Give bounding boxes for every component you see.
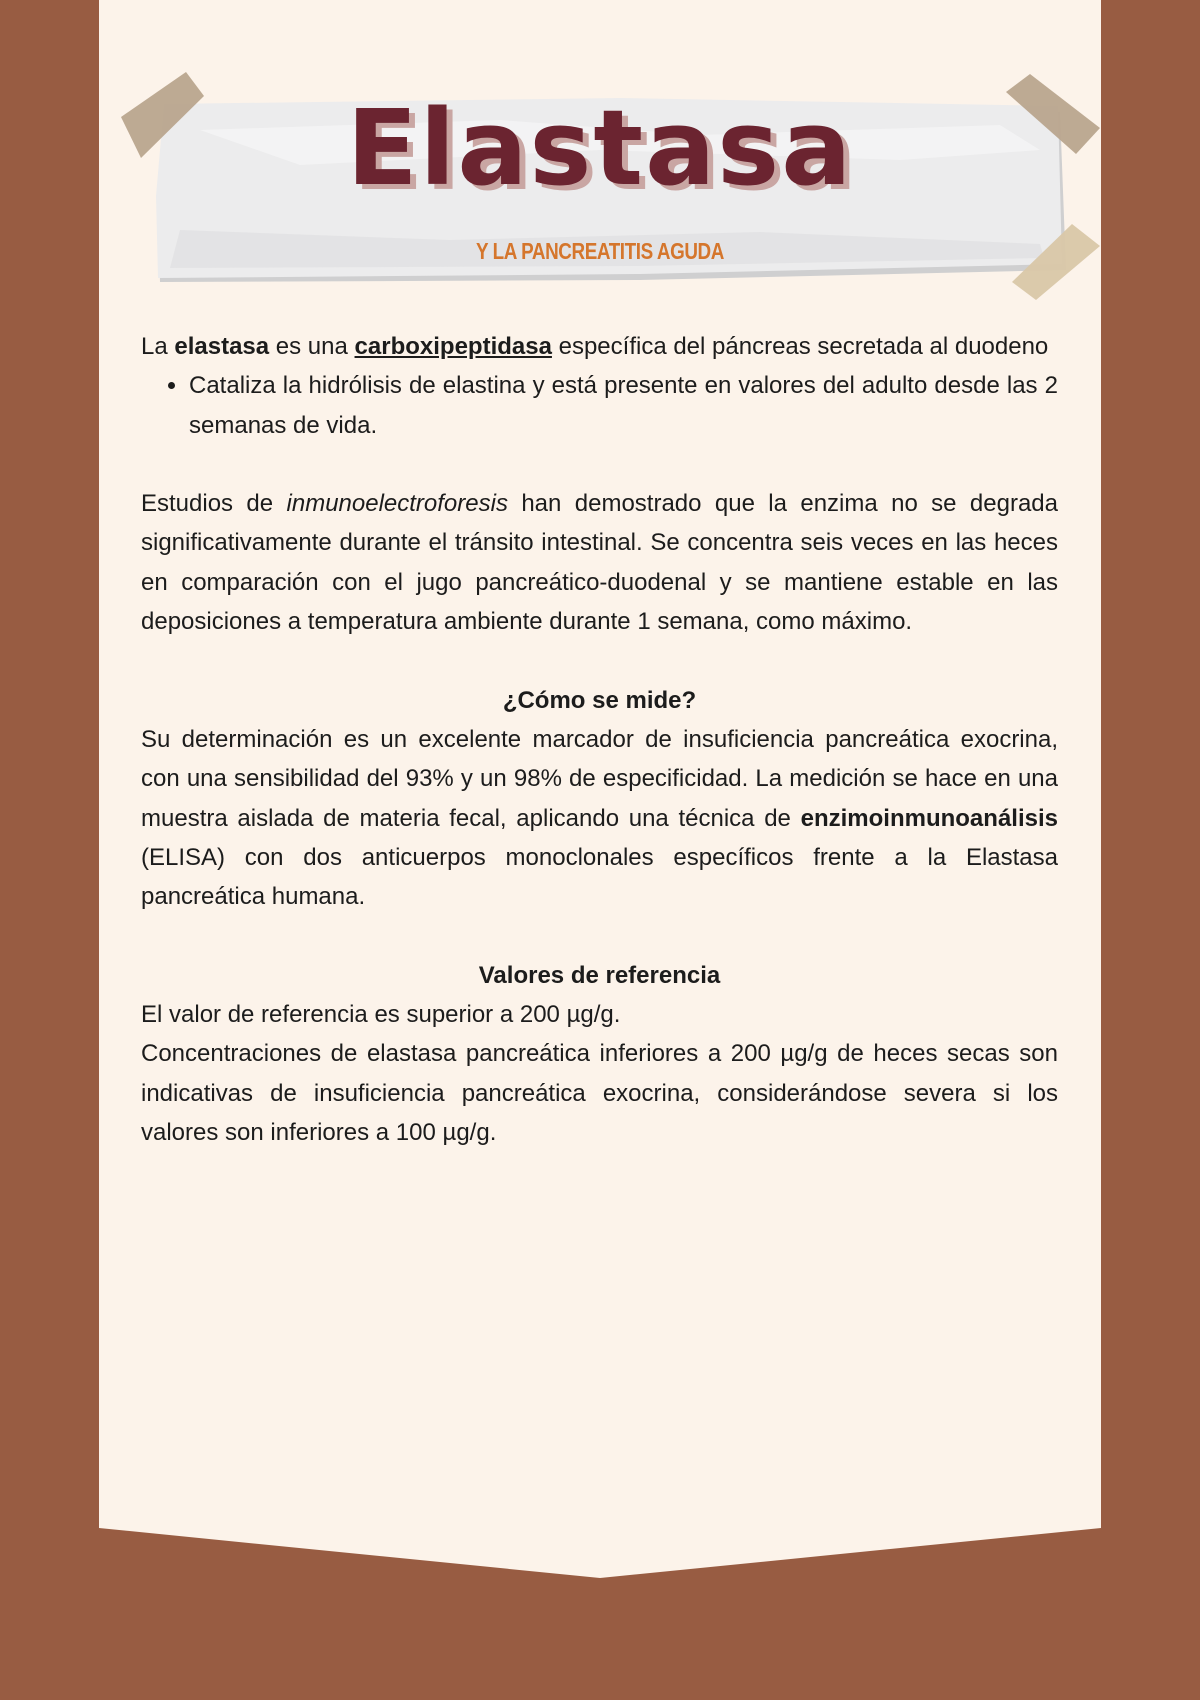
measure-paragraph: Su determinación es un excelente marcador de insuficiencia pancreática exocrina, con una sensibilidad del 93% y un 98% de especificidad. La medición se hace en una muestra aislada de materia fecal, aplicando una técnica de enzimoinmunoanálisis (ELISA) con dos anticuerpos monoclonales específicos frente a la Elastasa pancreática humana. [141,725,1058,911]
reference-line-1: El valor de referencia es superior a 200 µg/g. [141,1001,621,1029]
reference-heading: Valores de referencia [478,961,721,989]
page-subtitle: Y LA PANCREATITIS AGUDA [476,238,724,264]
studies-paragraph: Estudios de inmunoelectroforesis han demostrado que la enzima no se degrada significativamente durante el tránsito intestinal. Se concentra seis veces en las heces en comparación con el jugo pancreático-duodenal y se mantiene estable en las deposiciones a temperatura ambiente durante 1 semana, como máximo. [141,490,1058,636]
intro-bullet-list [141,366,1058,445]
measure-heading: ¿Cómo se mide? [502,686,697,714]
document-body [141,327,1058,1152]
list-item: • Cataliza la hidrólisis de elastina y está presente en valores del adulto desde las 2 semanas de vida. [189,366,1058,445]
intro-paragraph: La elastasa es una carboxipeptidasa específica del páncreas secretada al duodeno [141,333,1049,360]
term-elastasa: elastasa [174,333,270,360]
page-title: Elastasa [346,87,854,209]
term-enzimoinmunoanalisis: enzimoinmunoanálisis [800,804,1058,832]
reference-line-2: Concentraciones de elastasa pancreática inferiores a 200 µg/g de heces secas son indicativas de insuficiencia pancreática exocrina, considerándose severa si los valores son inferiores a 100 µg/g. [141,1040,1058,1146]
term-inmunoelectroforesis: inmunoelectroforesis [286,490,508,518]
term-carboxipeptidasa: carboxipeptidasa [354,333,552,360]
